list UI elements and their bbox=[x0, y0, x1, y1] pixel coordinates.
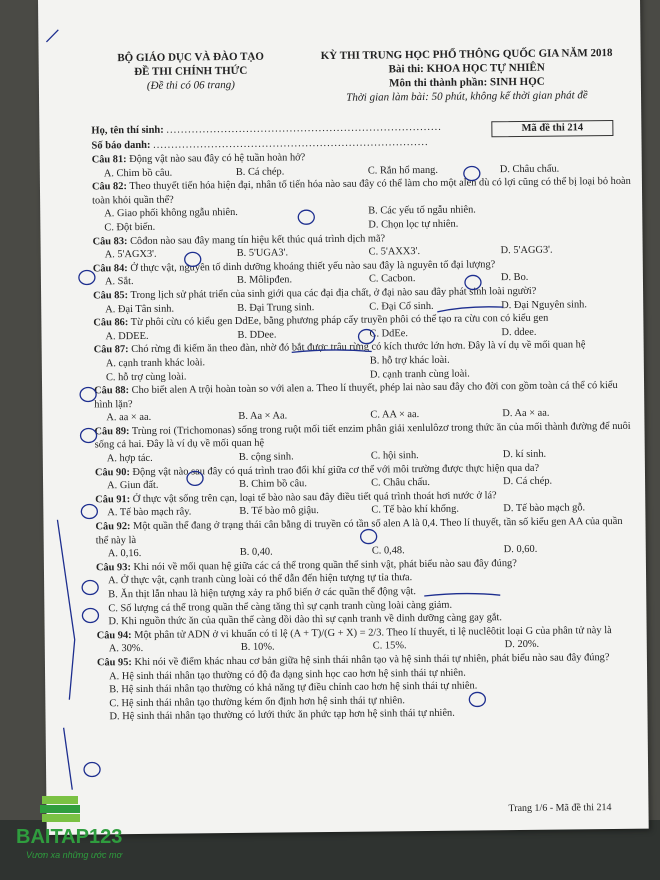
question-text: Khi nói về điểm khác nhau cơ bản giữa hệ sinh thái nhân tạo và hệ sinh thái tự nhiên, phát biểu nào sau đây đúng? bbox=[131, 652, 610, 669]
question-text: Theo thuyết tiến hóa hiện đại, nhân tố tiến hóa nào sau đây có thể làm cho một alen dù có lợi cũng có thể bị loại bỏ hoàn toàn khỏi quần thể? bbox=[92, 175, 631, 207]
answer-circle bbox=[464, 166, 480, 180]
question-number: Câu 82: bbox=[91, 181, 127, 193]
answer-option: D. kí sinh. bbox=[502, 448, 547, 461]
answer-option: A. cạnh tranh khác loài. bbox=[105, 357, 206, 370]
question-number: Câu 95: bbox=[96, 657, 132, 669]
pen-mark bbox=[46, 30, 58, 42]
answer-option: B. Aa × Aa. bbox=[238, 410, 288, 423]
pen-stroke bbox=[64, 728, 73, 790]
question-text: Một phân tử ADN ở vi khuẩn có tỉ lệ (A + T)/(G + X) = 2/3. Theo lí thuyết, tỉ lệ nuclêôtit loại G của phân tử này là bbox=[131, 624, 612, 641]
answer-option: B. Môlipđen. bbox=[236, 274, 293, 287]
answer-circle bbox=[185, 252, 201, 266]
answer-option: C. 5'AXX3'. bbox=[368, 246, 421, 258]
answer-circle bbox=[82, 580, 98, 594]
answer-option: B. Cá chép. bbox=[235, 166, 285, 178]
answer-option: A. Giao phối không ngẫu nhiên. bbox=[104, 207, 238, 220]
answer-option: C. hội sinh. bbox=[370, 450, 419, 462]
exam-title: KỲ THI TRUNG HỌC PHỔ THÔNG QUỐC GIA NĂM 2018 bbox=[320, 46, 613, 63]
answer-option: A. Tế bào mạch rây. bbox=[107, 506, 192, 519]
answer-option: B. 0,40. bbox=[239, 546, 273, 559]
answer-option: B. Ăn thịt lẫn nhau là hiện tượng xảy ra phổ biến ở các quần thể động vật. bbox=[108, 586, 417, 601]
answer-option: B. DDee. bbox=[237, 329, 277, 341]
answer-option: D. Tế bào mạch gỗ. bbox=[503, 502, 586, 515]
answer-circle bbox=[361, 529, 377, 543]
answer-option: A. Giun đất. bbox=[107, 480, 159, 492]
question-number: Câu 83: bbox=[92, 235, 128, 248]
question-number: Câu 92: bbox=[95, 521, 131, 533]
question-number: Câu 93: bbox=[95, 561, 131, 574]
answer-circle bbox=[298, 210, 314, 224]
answer-option: A. DDEE. bbox=[105, 330, 149, 343]
question-text: Khi nói về mối quan hệ giữa các cá thể trong quần thể sinh vật, phát biểu nào sau đây đúng? bbox=[130, 557, 517, 573]
answer-option: C. Cacbon. bbox=[368, 273, 416, 285]
answer-option: A. Ở thực vật, cạnh tranh cùng loài có thể dẫn đến hiện tượng tự tỉa thưa. bbox=[108, 572, 413, 587]
answer-option: A. Chim bồ câu. bbox=[103, 167, 173, 179]
logo-slogan: Vươn xa những ước mơ bbox=[26, 850, 122, 860]
answer-option: D. Chọn lọc tự nhiên. bbox=[368, 218, 459, 231]
answer-option: D. 20%. bbox=[504, 639, 540, 651]
answer-option: D. Hệ sinh thái nhân tạo thường có lưới thức ăn phức tạp hơn hệ sinh thái tự nhiên. bbox=[109, 708, 455, 723]
answer-option: A. 0,16. bbox=[107, 548, 142, 560]
name-dots: ............................................................................ bbox=[166, 121, 442, 136]
question-text: Trùng roi (Trichomonas) sống trong ruột mối tiết enzim phân giải xenlulôzơ trong thức ăn của mối thành đường để nuôi sống cả hai. Đây là ví dụ về mối quan hệ bbox=[94, 420, 631, 451]
question-number: Câu 86: bbox=[93, 317, 129, 329]
answer-option: B. Tế bào mô giậu. bbox=[239, 505, 319, 518]
answer-option: D. Châu chấu. bbox=[499, 163, 560, 175]
question-text: Một quần thể đang ở trạng thái cân bằng di truyền có tần số alen A là 0,4. Theo lí thuyết, tần số kiểu gen AA của quần thể này là bbox=[95, 515, 623, 547]
answer-option: B. Chim bồ câu. bbox=[239, 478, 307, 491]
answer-circle bbox=[80, 387, 96, 401]
question-text: Chó rừng đi kiếm ăn theo đàn, nhờ đó bắt được trâu rừng có kích thước lớn hơn. Đây là ví dụ về mối quan hệ bbox=[128, 339, 586, 356]
question-text: Trong lịch sử phát triển của sinh giới qua các đại địa chất, ở đại nào sau đây phát sinh loài người? bbox=[127, 285, 537, 302]
answer-option: B. cộng sinh. bbox=[238, 451, 294, 463]
answer-option: A. Đại Tân sinh. bbox=[105, 303, 175, 315]
answer-option: D. Đại Nguyên sinh. bbox=[501, 298, 587, 311]
question-text: Ở thực vật, nguyên tố dinh dưỡng khoáng thiết yếu nào sau đây là nguyên tố đại lượng? bbox=[127, 258, 496, 274]
official-label: ĐỀ THI CHÍNH THỨC bbox=[134, 64, 248, 78]
answer-option: C. 15%. bbox=[372, 640, 407, 652]
answer-option: D. cạnh tranh cùng loài. bbox=[369, 367, 470, 381]
answer-circle bbox=[82, 608, 98, 622]
answer-circle bbox=[79, 270, 95, 284]
answer-option: A. aa × aa. bbox=[106, 412, 152, 424]
question-number: Câu 84: bbox=[92, 262, 128, 275]
answer-option: D. Aa × aa. bbox=[502, 407, 550, 420]
answer-option: B. Hệ sinh thái nhân tạo thường có khả năng tự điều chỉnh cao hơn hệ sinh thái tự nhiên. bbox=[109, 680, 478, 696]
time-line: Thời gian làm bài: 50 phút, không kể thời gian phát đề bbox=[346, 89, 588, 104]
answer-option: D. ddee. bbox=[501, 326, 537, 338]
answer-option: D. 5'AGG3'. bbox=[500, 244, 553, 257]
question-text: Động vật nào sau đây có hệ tuần hoàn hở? bbox=[126, 152, 306, 166]
underline bbox=[437, 307, 503, 312]
question-text: Ở thực vật sống trên cạn, loại tế bào nào sau đây điều tiết quá trình thoát hơi nước ở lá? bbox=[130, 490, 497, 505]
answer-option: D. Cá chép. bbox=[503, 475, 553, 488]
id-dots: ............................................................................ bbox=[153, 136, 429, 151]
question-number: Câu 87: bbox=[93, 344, 129, 356]
answer-option: C. Đại Cổ sinh. bbox=[369, 300, 434, 313]
answer-option: B. hỗ trợ khác loài. bbox=[369, 354, 450, 367]
question-number: Câu 89: bbox=[94, 425, 130, 438]
answer-option: C. Tế bào khí khổng. bbox=[371, 504, 459, 516]
book-stack-icon bbox=[38, 792, 84, 826]
answer-option: B. 10%. bbox=[240, 641, 275, 654]
exam-paper bbox=[38, 0, 649, 835]
answer-circle bbox=[358, 329, 374, 343]
pages-note: (Đề thi có 06 trang) bbox=[146, 78, 235, 92]
answer-option: B. Đại Trung sinh. bbox=[237, 301, 315, 314]
answer-option: C. DdEe. bbox=[369, 327, 408, 340]
question-number: Câu 81: bbox=[91, 154, 127, 166]
exam-code-box: Mã đề thi 214 bbox=[491, 120, 613, 137]
site-logo bbox=[16, 792, 156, 872]
answer-option: C. Đột biến. bbox=[104, 221, 156, 234]
answer-option: C. Châu chấu. bbox=[371, 477, 431, 489]
answer-option: D. Khi nguồn thức ăn của quần thể càng dồi dào thì sự cạnh tranh về dinh dưỡng càng gay gắt. bbox=[108, 612, 503, 628]
answer-option: C. Hệ sinh thái nhân tạo thường kém ổn định hơn hệ sinh thái tự nhiên. bbox=[109, 694, 405, 710]
answer-option: C. 0,48. bbox=[371, 545, 405, 557]
id-label: Số báo danh: bbox=[91, 139, 151, 152]
answer-circle bbox=[81, 504, 97, 518]
answer-circle bbox=[187, 471, 203, 485]
question-number: Câu 90: bbox=[94, 466, 130, 479]
pen-stroke bbox=[57, 520, 75, 700]
underline bbox=[292, 350, 372, 353]
answer-circle bbox=[465, 275, 481, 289]
question-text: Côđon nào sau đây mang tín hiệu kết thúc quá trình dịch mã? bbox=[127, 232, 386, 247]
subject-line: Bài thi: KHOA HỌC TỰ NHIÊN bbox=[388, 61, 545, 76]
question-number: Câu 91: bbox=[95, 493, 131, 506]
answer-option: C. AA × aa. bbox=[370, 409, 420, 421]
page-footer: Trang 1/6 - Mã đề thi 214 bbox=[508, 802, 612, 815]
answer-option: D. 0,60. bbox=[503, 544, 538, 556]
question-text: Cho biết alen A trội hoàn toàn so với alen a. Theo lí thuyết, phép lai nào sau đây cho đời con gồm toàn cá thể có kiểu hình lặn? bbox=[94, 380, 618, 411]
answer-circle bbox=[469, 692, 485, 706]
answer-option: D. Bo. bbox=[500, 272, 529, 284]
component-line: Môn thi thành phần: SINH HỌC bbox=[389, 75, 545, 90]
answer-option: A. 5'AGX3'. bbox=[104, 248, 157, 261]
question-number: Câu 94: bbox=[96, 629, 132, 642]
question-text: Động vật nào sau đây có quá trình trao đổi khí giữa cơ thể với môi trường được thực hiện qua da? bbox=[129, 462, 540, 478]
underline bbox=[424, 593, 500, 596]
answer-option: C. Số lượng cá thể trong quần thể càng tăng thì sự cạnh tranh cùng loài càng giảm. bbox=[108, 599, 453, 614]
pen-markings bbox=[38, 0, 649, 835]
answer-option: B. Các yếu tố ngẫu nhiên. bbox=[368, 204, 476, 217]
answer-circle bbox=[80, 428, 96, 442]
answer-option: A. Hệ sinh thái nhân tạo thường có độ đa dạng sinh học cao hơn hệ sinh thái tự nhiên. bbox=[109, 667, 466, 682]
question-number: Câu 85: bbox=[93, 290, 129, 302]
answer-option: B. 5'UGA3'. bbox=[236, 247, 289, 260]
answer-option: A. 30%. bbox=[108, 643, 144, 655]
answer-circle bbox=[84, 762, 100, 776]
question-text: Từ phôi cừu có kiểu gen DdEe, bằng phương pháp cấy truyền phôi có thể tạo ra cừu con có kiểu gen bbox=[128, 312, 549, 329]
answer-option: C. Rắn hổ mang. bbox=[367, 164, 438, 177]
ministry-name: BỘ GIÁO DỤC VÀ ĐÀO TẠO bbox=[117, 50, 264, 65]
question-number: Câu 88: bbox=[94, 385, 130, 397]
answer-option: A. hợp tác. bbox=[106, 452, 153, 465]
answer-option: A. Sắt. bbox=[104, 276, 134, 288]
answer-option: C. hỗ trợ cùng loài. bbox=[105, 370, 187, 383]
name-label: Họ, tên thí sinh: bbox=[91, 124, 164, 137]
logo-name: BAITAP123 bbox=[16, 826, 123, 848]
